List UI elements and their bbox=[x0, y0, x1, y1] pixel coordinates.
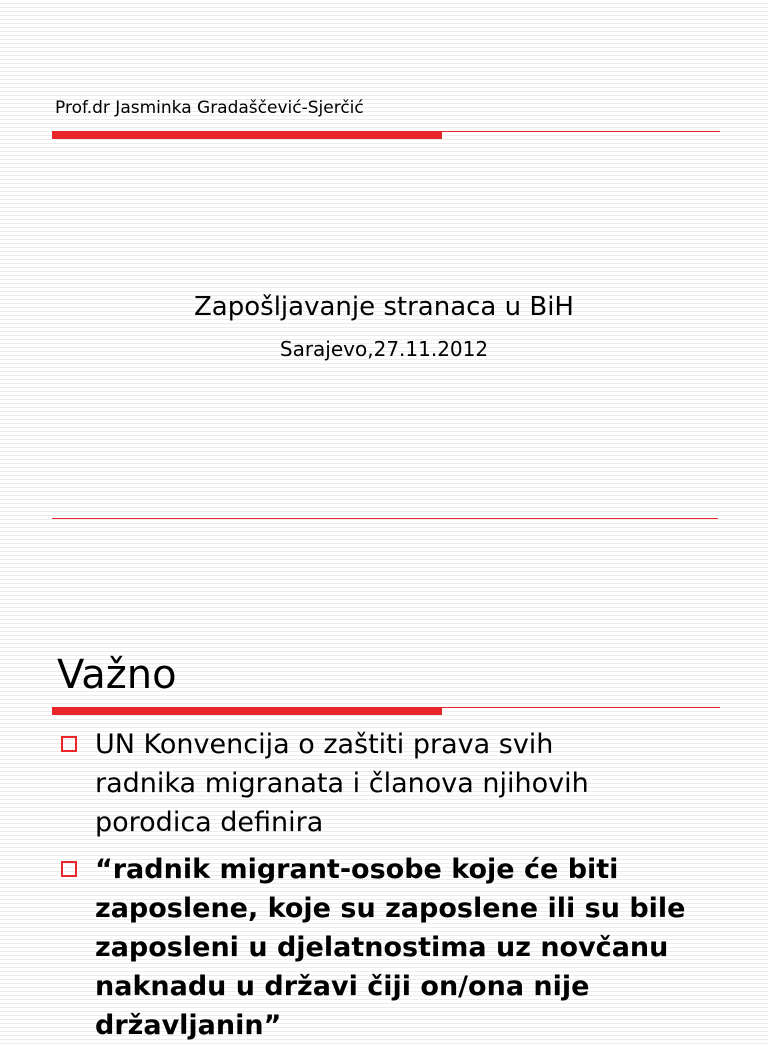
slide1-accent-bar bbox=[52, 131, 442, 139]
presentation-title: Zapošljavanje stranaca u BiH bbox=[194, 292, 574, 322]
bullet-1-line: radnika migranata i članova njihovih bbox=[95, 768, 589, 799]
bullet-text-1 bbox=[95, 725, 589, 842]
author-name: Prof.dr Jasminka Gradaščević-Sjerčić bbox=[55, 98, 364, 118]
bullet-2-line: zaposlene, koje su zaposlene ili su bile bbox=[95, 893, 686, 924]
bullet-2-line: državljanin” bbox=[95, 1010, 282, 1041]
presentation-date: Sarajevo,27.11.2012 bbox=[279, 337, 489, 361]
bullet-1-line: UN Konvencija o zaštiti prava svih bbox=[95, 729, 554, 760]
bullet-2-line: “radnik migrant-osobe koje će biti bbox=[95, 854, 619, 885]
bullet-square-icon bbox=[61, 861, 77, 877]
slide1-divider-line bbox=[442, 131, 720, 132]
slide1-bottom-divider bbox=[52, 518, 718, 519]
slide2-divider-line bbox=[442, 707, 720, 708]
bullet-text-2 bbox=[95, 850, 685, 1045]
bullet-square-icon bbox=[61, 736, 77, 752]
bullet-2-line: naknadu u državi čiji on/ona nije bbox=[95, 971, 590, 1002]
bullet-1-line: porodica definira bbox=[95, 807, 324, 838]
slide2-heading: Važno bbox=[57, 652, 177, 698]
bullet-2-line: zaposleni u djelatnostima uz novčanu bbox=[95, 932, 669, 963]
slide2-accent-bar bbox=[52, 707, 442, 715]
